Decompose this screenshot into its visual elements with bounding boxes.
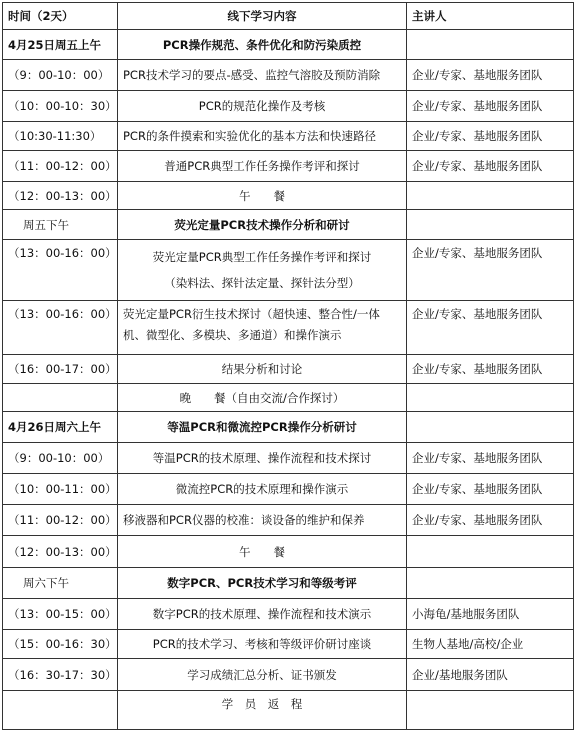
row-speaker [407, 384, 574, 412]
row-content: 等温PCR的技术原理、操作流程和技术探讨 [118, 443, 407, 474]
row-content: PCR操作规范、条件优化和防污染质控 [118, 30, 407, 60]
table-row [3, 182, 574, 210]
row-time: （13：00-16：00） [3, 301, 118, 355]
row-speaker: 企业/基地服务团队 [407, 659, 574, 691]
row-time: （9：00-10：00） [3, 60, 118, 91]
row-time: 4月26日周六上午 [3, 412, 118, 443]
table-row [3, 60, 574, 91]
row-time: （12：00-13：00） [3, 182, 118, 210]
row-time: （11：00-12：00） [3, 151, 118, 182]
row-content: 午 餐 [118, 536, 407, 568]
row-time: （15：00-16：30） [3, 630, 118, 659]
row-speaker: 企业/专家、基地服务团队 [407, 240, 574, 301]
row-content: PCR的条件摸索和实验优化的基本方法和快速路径 [118, 122, 407, 151]
row-speaker: 企业/专家、基地服务团队 [407, 355, 574, 384]
row-time: （12：00-13：00） [3, 536, 118, 568]
row-content: PCR技术学习的要点-感受、监控气溶胶及预防消除 [118, 60, 407, 91]
row-speaker: 小海龟/基地服务团队 [407, 599, 574, 630]
row-content: PCR的规范化操作及考核 [118, 91, 407, 122]
row-time: 周五下午 [3, 210, 118, 240]
header-time: 时间（2天） [3, 3, 118, 30]
row-time: （16：30-17：30） [3, 659, 118, 691]
row-time [3, 384, 118, 412]
row-speaker [407, 30, 574, 60]
table-row [3, 536, 574, 568]
row-time: 4月25日周五上午 [3, 30, 118, 60]
row-content: 学 员 返 程 [118, 691, 407, 730]
table-row [3, 659, 574, 691]
table-row [3, 474, 574, 505]
row-time: （10：00-10：30） [3, 91, 118, 122]
row-speaker: 企业/专家、基地服务团队 [407, 474, 574, 505]
row-content: 荧光定量PCR技术操作分析和研讨 [118, 210, 407, 240]
table-row [3, 505, 574, 536]
row-time: （10:30-11:30） [3, 122, 118, 151]
section-row [3, 210, 574, 240]
table-row [3, 355, 574, 384]
row-speaker [407, 182, 574, 210]
table-row [3, 91, 574, 122]
schedule-table [2, 2, 574, 730]
row-speaker: 企业/专家、基地服务团队 [407, 443, 574, 474]
header-speaker: 主讲人 [407, 3, 574, 30]
row-content: 微流控PCR的技术原理和操作演示 [118, 474, 407, 505]
row-speaker [407, 568, 574, 599]
row-content: 午 餐 [118, 182, 407, 210]
table-row [3, 630, 574, 659]
row-time: （11：00-12：00） [3, 505, 118, 536]
row-speaker [407, 412, 574, 443]
row-speaker: 企业/专家、基地服务团队 [407, 60, 574, 91]
row-speaker: 企业/专家、基地服务团队 [407, 301, 574, 355]
row-content-line: （染料法、探针法定量、探针法分型） [164, 276, 360, 290]
table-row [3, 240, 574, 301]
row-speaker: 企业/专家、基地服务团队 [407, 91, 574, 122]
row-content: 普通PCR典型工作任务操作考评和探讨 [118, 151, 407, 182]
row-speaker [407, 536, 574, 568]
row-content: 等温PCR和微流控PCR操作分析研讨 [118, 412, 407, 443]
row-content: 移液器和PCR仪器的校准：谈设备的维护和保养 [118, 505, 407, 536]
row-content [118, 240, 407, 301]
row-speaker [407, 210, 574, 240]
row-content-line: 荧光定量PCR典型工作任务操作考评和探讨 [152, 250, 372, 264]
table-row [3, 384, 574, 412]
row-speaker [407, 691, 574, 730]
row-content: 荧光定量PCR衍生技术探讨（超快速、整合性/一体机、微型化、多模块、多通道）和操作演示 [118, 301, 407, 355]
table-row [3, 151, 574, 182]
row-time [3, 691, 118, 730]
header-content: 线下学习内容 [118, 3, 407, 30]
section-row [3, 568, 574, 599]
table-row [3, 122, 574, 151]
row-content: 结果分析和讨论 [118, 355, 407, 384]
table-row [3, 691, 574, 730]
section-row [3, 412, 574, 443]
table-row [3, 443, 574, 474]
row-time: （13：00-15：00） [3, 599, 118, 630]
row-speaker: 企业/专家、基地服务团队 [407, 122, 574, 151]
row-time: （13：00-16：00） [3, 240, 118, 301]
row-content: 数字PCR的技术原理、操作流程和技术演示 [118, 599, 407, 630]
row-content: PCR的技术学习、考核和等级评价研讨座谈 [118, 630, 407, 659]
table-row [3, 599, 574, 630]
row-content: 晚 餐（自由交流/合作探讨） [118, 384, 407, 412]
table-row [3, 301, 574, 355]
row-speaker: 生物人基地/高校/企业 [407, 630, 574, 659]
row-content: 数字PCR、PCR技术学习和等级考评 [118, 568, 407, 599]
row-time: （10：00-11：00） [3, 474, 118, 505]
row-speaker: 企业/专家、基地服务团队 [407, 505, 574, 536]
header-row [3, 3, 574, 30]
row-time: 周六下午 [3, 568, 118, 599]
row-time: （9：00-10：00） [3, 443, 118, 474]
row-speaker: 企业/专家、基地服务团队 [407, 151, 574, 182]
row-time: （16：00-17：00） [3, 355, 118, 384]
section-row [3, 30, 574, 60]
row-content: 学习成绩汇总分析、证书颁发 [118, 659, 407, 691]
